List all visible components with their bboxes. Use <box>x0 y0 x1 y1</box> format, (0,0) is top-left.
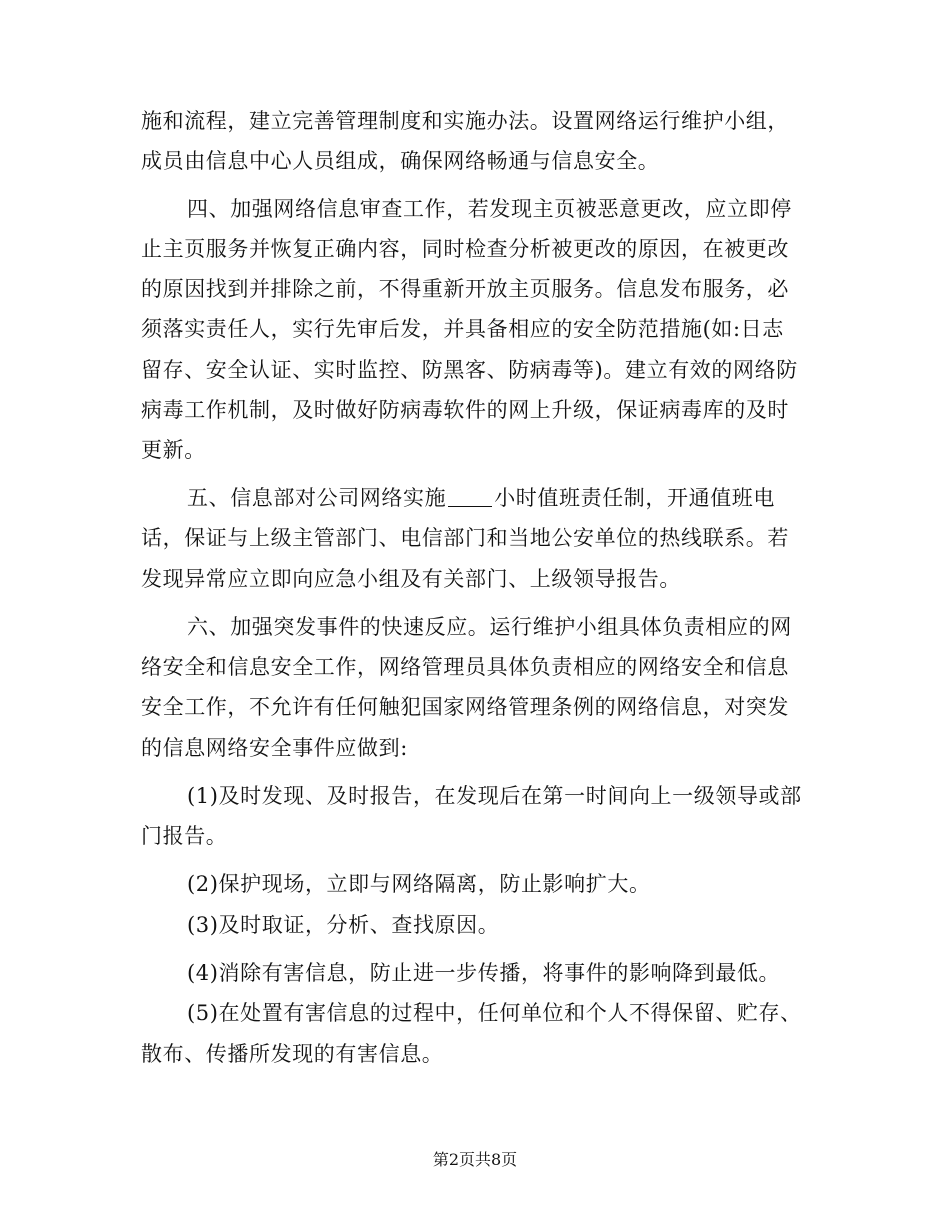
text-line: (5)在处置有害信息的过程中，任何单位和个人不得保留、贮存、 <box>187 1001 802 1025</box>
text-line: 话，保证与上级主管部门、电信部门和当地公安单位的热线联系。若 <box>141 526 789 550</box>
text-line: 安全工作，不允许有任何触犯国家网络管理条例的网络信息，对突发 <box>141 695 789 719</box>
text-line: 病毒工作机制，及时做好防病毒软件的网上升级，保证病毒库的及时 <box>141 398 789 422</box>
text-line: 更新。 <box>141 438 206 462</box>
text-line: 留存、安全认证、实时监控、防黑客、防病毒等)。建立有效的网络防 <box>141 358 798 382</box>
text-line: 发现异常应立即向应急小组及有关部门、上级领导报告。 <box>141 567 681 591</box>
text-line: 门报告。 <box>141 824 228 848</box>
fill-in-blank <box>448 484 492 507</box>
text-line: 成员由信息中心人员组成，确保网络畅通与信息安全。 <box>141 149 660 173</box>
text-line: (2)保护现场，立即与网络隔离，防止影响扩大。 <box>187 872 651 896</box>
text-line: 施和流程，建立完善管理制度和实施办法。设置网络运行维护小组， <box>141 109 789 133</box>
text-line: 须落实责任人，实行先审后发，并具备相应的安全防范措施(如:日志 <box>141 317 784 341</box>
text-line <box>187 478 821 518</box>
text-line: 散布、传播所发现的有害信息。 <box>141 1042 444 1066</box>
page-number: 第2页共8页 <box>432 1150 518 1169</box>
text-line: 止主页服务并恢复正确内容，同时检查分析被更改的原因，在被更改 <box>141 237 789 261</box>
text-line: (3)及时取证，分析、查找原因。 <box>187 913 500 937</box>
text-line: 的信息网络安全事件应做到: <box>141 736 408 760</box>
text-line: 四、加强网络信息审查工作，若发现主页被恶意更改，应立即停 <box>187 197 792 221</box>
text-line: 的原因找到并排除之前，不得重新开放主页服务。信息发布服务，必 <box>141 277 789 301</box>
text-segment: 小时值班责任制，开通值班电 <box>494 486 776 510</box>
text-line: 六、加强突发事件的快速反应。运行维护小组具体负责相应的网 <box>187 615 792 639</box>
text-line: 络安全和信息安全工作，网络管理员具体负责相应的网络安全和信息 <box>141 655 789 679</box>
text-line: (1)及时发现、及时报告，在发现后在第一时间向上一级领导或部 <box>187 784 802 808</box>
text-segment: 五、信息部对公司网络实施 <box>187 486 447 510</box>
text-line: (4)消除有害信息，防止进一步传播，将事件的影响降到最低。 <box>187 961 781 985</box>
